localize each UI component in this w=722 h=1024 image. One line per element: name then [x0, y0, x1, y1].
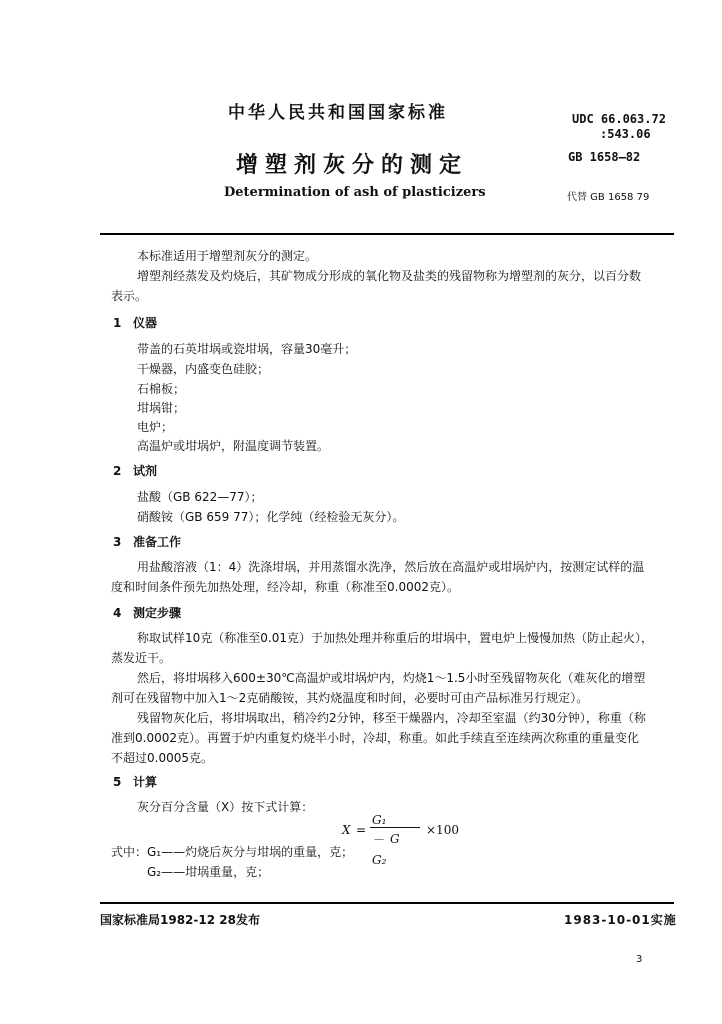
section-number: 5	[113, 775, 122, 789]
paragraph-line: 准到0.0002克）。再置于炉内重复灼烧半小时，冷却，称重。如此手续直至连续两次称重的重量变化	[111, 731, 639, 745]
list-item: 高温炉或坩埚炉，附温度调节装置。	[137, 439, 330, 453]
section-title: 试剂	[133, 464, 158, 478]
formula-equals: =	[356, 823, 367, 837]
section-number: 3	[113, 535, 122, 549]
header-divider	[100, 233, 674, 235]
paragraph-line: 然后，将坩埚移入600±30℃高温炉或坩埚炉内，灼烧1～1.5小时至残留物灰化（难灰化的增塑	[137, 671, 646, 685]
footer-divider	[100, 902, 674, 904]
variable-definition: G₂——坩埚重量，克；	[147, 865, 270, 879]
issue-date: 国家标准局1982-12 28发布	[100, 913, 260, 927]
section-number: 1	[113, 316, 122, 330]
paragraph-line: 蒸发近干。	[111, 651, 172, 665]
section-title: 准备工作	[133, 535, 182, 549]
gb-number: GB 1658—82	[568, 150, 641, 164]
document-title: 增塑剂灰分的测定	[236, 153, 469, 178]
list-item: 干燥器，内盛变色硅胶；	[137, 362, 270, 376]
standard-name: 中华人民共和国国家标准	[228, 103, 448, 123]
formula-numerator: G₁－G₂	[372, 813, 387, 867]
section-title: 计算	[133, 775, 158, 789]
paragraph-line: 剂可在残留物中加入1～2克硝酸铵，其灼烧温度和时间，必要时可由产品标准另行规定）。	[111, 691, 589, 705]
paragraph-line: 不超过0.0005克。	[111, 751, 213, 765]
udc-number-cont: :543.06	[600, 127, 651, 141]
list-item: 带盖的石英坩埚或瓷坩埚，容量30毫升；	[137, 342, 357, 356]
list-item: 石棉板；	[137, 382, 186, 396]
formula-lhs: X	[342, 823, 351, 837]
section-title: 测定步骤	[133, 606, 182, 620]
english-title: Determination of ash of plasticizers	[224, 185, 486, 200]
list-item: 硝酸铵（GB 659 77）；化学纯（经检验无灰分）。	[137, 510, 405, 524]
effective-date: 1983-10-01实施	[564, 913, 677, 927]
intro-line: 本标准适用于增塑剂灰分的测定。	[137, 249, 318, 263]
paragraph-line: 度和时间条件预先加热处理，经冷却，称重（称准至0.0002克）。	[111, 580, 459, 594]
intro-line: 增塑剂经蒸发及灼烧后，其矿物成分形成的氧化物及盐类的残留物称为增塑剂的灰分，以百分数	[137, 269, 642, 283]
paragraph-line: 称取试样10克（称准至0.01克）于加热处理并称重后的坩埚中，置电炉上慢慢加热（防止起火），	[137, 631, 653, 645]
formula-denominator: G	[390, 832, 400, 846]
paragraph-line: 残留物灰化后，将坩埚取出，稍冷约2分钟，移至干燥器内，冷却至室温（约30分钟），称重（称	[137, 711, 646, 725]
fraction-bar	[370, 827, 420, 828]
list-item: 坩埚钳；	[137, 401, 186, 415]
list-item: 电炉；	[137, 420, 174, 434]
variable-definition: 式中：G₁——灼烧后灰分与坩埚的重量，克；	[111, 845, 354, 859]
list-item: 盐酸（GB 622—77）；	[137, 490, 263, 504]
replaces-note: 代替 GB 1658 79	[567, 192, 650, 203]
section-title: 仪器	[133, 316, 158, 330]
section-number: 2	[113, 464, 122, 478]
page-number: 3	[636, 954, 643, 965]
section-number: 4	[113, 606, 122, 620]
paragraph-line: 灰分百分含量（X）按下式计算：	[137, 800, 314, 814]
formula-multiplier: ×100	[426, 823, 459, 837]
paragraph-line: 用盐酸溶液（1：4）洗涤坩埚，并用蒸馏水洗净，然后放在高温炉或坩埚炉内，按测定试样的温	[137, 560, 645, 574]
intro-line: 表示。	[111, 289, 148, 303]
udc-number: UDC 66.063.72	[572, 112, 666, 126]
